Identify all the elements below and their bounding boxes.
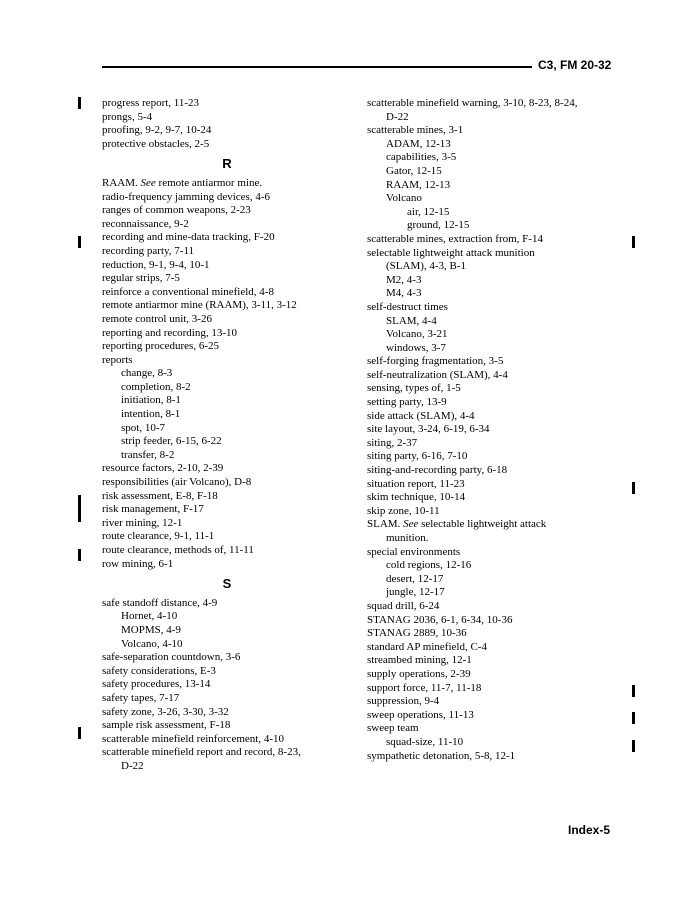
- change-bar: [632, 712, 635, 724]
- index-entry: supply operations, 2-39: [367, 667, 471, 680]
- index-subentry: completion, 8-2: [121, 380, 191, 393]
- index-entry: recording and mine-data tracking, F-20: [102, 231, 275, 244]
- index-subentry: Volcano, 3-21: [386, 328, 448, 341]
- index-subentry: M4, 4-3: [386, 287, 422, 300]
- index-entry: sympathetic detonation, 5-8, 12-1: [367, 749, 516, 762]
- index-entry: STANAG 2036, 6-1, 6-34, 10-36: [367, 613, 513, 626]
- index-entry: reconnaissance, 9-2: [102, 217, 189, 230]
- change-bar: [78, 236, 81, 248]
- page-header: C3, FM 20-32: [538, 58, 612, 72]
- index-entry: skip zone, 10-11: [367, 504, 440, 517]
- index-entry: scatterable minefield reinforcement, 4-10: [102, 732, 285, 745]
- index-entry: safety zone, 3-26, 3-30, 3-32: [102, 705, 229, 718]
- index-entry: siting, 2-37: [367, 436, 418, 449]
- index-subentry: strip feeder, 6-15, 6-22: [121, 435, 222, 448]
- index-entry: proofing, 9-2, 9-7, 10-24: [102, 124, 212, 137]
- index-entry-target: remote antiarmor mine.: [155, 176, 263, 189]
- index-entry: skim technique, 10-14: [367, 491, 466, 504]
- index-entry: risk assessment, E-8, F-18: [102, 489, 218, 502]
- index-entry: progress report, 11-23: [102, 97, 200, 109]
- index-subentry: transfer, 8-2: [121, 448, 175, 461]
- header-rule: [102, 66, 532, 68]
- change-bar: [78, 549, 81, 561]
- index-entry: ranges of common weapons, 2-23: [102, 204, 251, 217]
- index-entry: resource factors, 2-10, 2-39: [102, 462, 224, 475]
- index-entry: remote antiarmor mine (RAAM), 3-11, 3-12: [102, 299, 297, 312]
- index-entry: support force, 11-7, 11-18: [367, 681, 482, 694]
- index-entry: safety procedures, 13-14: [102, 678, 211, 691]
- change-bar: [632, 236, 635, 248]
- index-entry: reporting and recording, 13-10: [102, 326, 238, 339]
- index-subentry: windows, 3-7: [386, 341, 446, 354]
- index-entry: safety considerations, E-3: [102, 664, 216, 677]
- index-entry: protective obstacles, 2-5: [102, 137, 210, 150]
- index-entry: side attack (SLAM), 4-4: [367, 409, 475, 422]
- index-subentry: munition.: [386, 532, 429, 544]
- index-entry: row mining, 6-1: [102, 557, 174, 570]
- index-subentry: Volcano, 4-10: [121, 637, 183, 650]
- index-subentry: air, 12-15: [407, 205, 450, 218]
- index-entry: [367, 518, 632, 532]
- index-entry: prongs, 5-4: [102, 110, 153, 123]
- index-entry: selectable lightweight attack munition: [367, 246, 535, 259]
- index-subentry: MOPMS, 4-9: [121, 623, 181, 636]
- index-entry: STANAG 2889, 10-36: [367, 627, 467, 640]
- index-entry: remote control unit, 3-26: [102, 312, 212, 325]
- index-entry: scatterable mines, 3-1: [367, 124, 464, 137]
- change-bar: [78, 727, 81, 739]
- index-entry: special environments: [367, 545, 461, 558]
- index-entry: sweep team: [367, 722, 419, 735]
- change-bar: [78, 495, 81, 522]
- index-entry: [102, 177, 352, 191]
- index-entry-term: RAAM.: [102, 176, 141, 189]
- index-entry: setting party, 13-9: [367, 396, 447, 409]
- index-entry: safe standoff distance, 4-9: [102, 596, 218, 609]
- index-entry: reports: [102, 353, 133, 366]
- index-entry: route clearance, 9-1, 11-1: [102, 530, 215, 543]
- index-entry: siting party, 6-16, 7-10: [367, 450, 468, 463]
- index-entry: sweep operations, 11-13: [367, 708, 474, 721]
- index-subentry: SLAM, 4-4: [386, 314, 437, 327]
- index-subentry: intention, 8-1: [121, 408, 181, 421]
- see-reference: See: [403, 518, 419, 531]
- index-entry: safe-separation countdown, 3-6: [102, 651, 241, 664]
- index-subentry: ADAM, 12-13: [386, 137, 451, 150]
- index-subentry: Hornet, 4-10: [121, 610, 178, 623]
- index-subentry: M2, 4-3: [386, 273, 422, 286]
- index-section-letter: S: [222, 576, 232, 592]
- index-column-left: [102, 97, 352, 774]
- index-subentry: spot, 10-7: [121, 421, 165, 434]
- page-number: Index-5: [568, 823, 611, 837]
- index-subentry: RAAM, 12-13: [386, 178, 451, 191]
- index-subentry: D-22: [386, 110, 409, 123]
- index-subentry: initiation, 8-1: [121, 394, 181, 407]
- index-subentry: jungle, 12-17: [386, 586, 445, 599]
- index-entry: scatterable minefield warning, 3-10, 8-23, 8-24,: [367, 97, 578, 109]
- index-entry: self-destruct times: [367, 300, 448, 313]
- index-subentry: ground, 12-15: [407, 219, 470, 232]
- index-entry: river mining, 12-1: [102, 516, 183, 529]
- index-section-letter: R: [222, 156, 232, 172]
- index-entry: route clearance, methods of, 11-11: [102, 544, 254, 556]
- index-entry: situation report, 11-23: [367, 477, 465, 490]
- index-entry: risk management, F-17: [102, 503, 204, 516]
- index-subentry: Gator, 12-15: [386, 164, 442, 177]
- index-entry: regular strips, 7-5: [102, 272, 180, 285]
- index-entry: siting-and-recording party, 6-18: [367, 464, 508, 477]
- index-entry: responsibilities (air Volcano), D-8: [102, 476, 252, 489]
- change-bar: [632, 482, 635, 494]
- index-entry: recording party, 7-11: [102, 244, 195, 257]
- index-subentry: cold regions, 12-16: [386, 559, 472, 572]
- change-bar: [632, 685, 635, 697]
- change-bar: [632, 740, 635, 752]
- index-subentry: desert, 12-17: [386, 572, 444, 585]
- index-subentry: capabilities, 3-5: [386, 151, 457, 164]
- index-column-right: [367, 97, 632, 763]
- index-entry: standard AP minefield, C-4: [367, 640, 487, 653]
- index-subentry: D-22: [121, 759, 144, 772]
- index-entry: streambed mining, 12-1: [367, 654, 472, 667]
- index-entry: safety tapes, 7-17: [102, 691, 180, 704]
- index-entry: reporting procedures, 6-25: [102, 340, 219, 353]
- index-entry-target: selectable lightweight attack: [418, 518, 547, 531]
- index-subentry: (SLAM), 4-3, B-1: [386, 260, 467, 273]
- index-entry: sample risk assessment, F-18: [102, 719, 231, 732]
- see-reference: See: [140, 176, 156, 189]
- index-entry: radio-frequency jamming devices, 4-6: [102, 190, 270, 203]
- index-subentry: squad-size, 11-10: [386, 735, 464, 748]
- index-entry: scatterable minefield report and record, 8-23,: [102, 746, 301, 759]
- change-bar: [78, 97, 81, 109]
- index-entry: self-neutralization (SLAM), 4-4: [367, 368, 508, 381]
- index-entry: scatterable mines, extraction from, F-14: [367, 232, 543, 245]
- index-entry: squad drill, 6-24: [367, 599, 440, 612]
- index-entry: site layout, 3-24, 6-19, 6-34: [367, 423, 490, 436]
- index-entry: reduction, 9-1, 9-4, 10-1: [102, 258, 210, 271]
- index-subentry: change, 8-3: [121, 367, 173, 380]
- index-entry: sensing, types of, 1-5: [367, 382, 461, 395]
- index-subentry: Volcano: [386, 192, 422, 205]
- index-entry: reinforce a conventional minefield, 4-8: [102, 285, 274, 298]
- index-entry: self-forging fragmentation, 3-5: [367, 355, 504, 368]
- index-entry-term: SLAM.: [367, 518, 404, 531]
- index-entry: suppression, 9-4: [367, 695, 440, 708]
